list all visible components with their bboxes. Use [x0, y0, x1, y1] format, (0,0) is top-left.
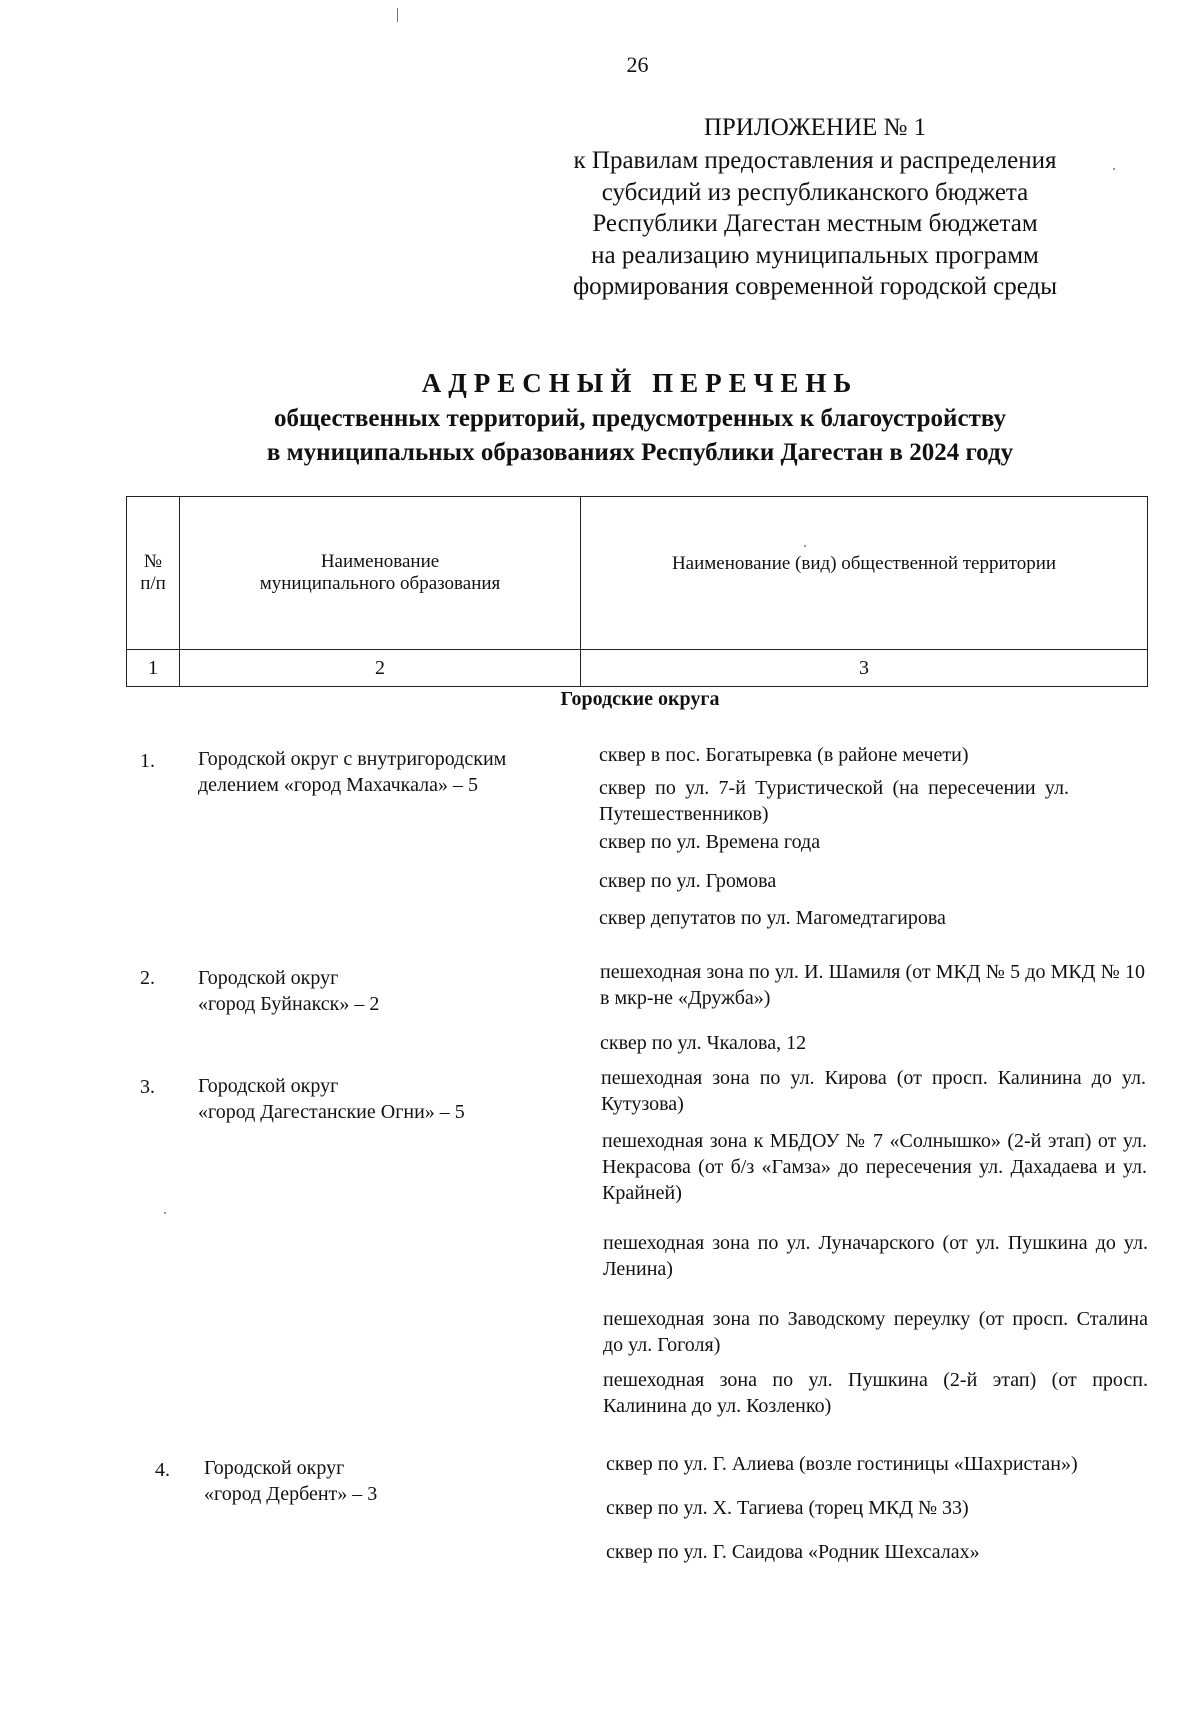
municipality-name: [198, 1073, 578, 1125]
territory-item: сквер по ул. Г. Алиева (возле гостиницы «Шахристан»): [606, 1453, 1078, 1475]
territory-item: сквер по ул. Г. Саидова «Родник Шехсалах»: [606, 1541, 980, 1563]
scan-mark: [397, 8, 398, 22]
appendix-line: на реализацию муниципальных программ: [591, 241, 1039, 269]
territory-item: пешеходная зона по ул. И. Шамиля (от МКД № 5 до МКД № 10 в мкр-не «Дружба»): [600, 961, 1145, 1009]
territory-item: сквер по ул. Времена года: [599, 831, 821, 853]
municipality-name: [198, 965, 578, 1017]
territory-item: сквер по ул. Громова: [599, 870, 777, 892]
municipality-line: «город Дербент» – 3: [204, 1483, 378, 1505]
row-number: 1.: [140, 750, 155, 772]
column-number-3: 3: [581, 650, 1148, 687]
appendix-line: к Правилам предоставления и распределения: [573, 147, 1057, 174]
appendix-line: формирования современной городской среды: [572, 273, 1057, 300]
header-col-municipality: [180, 497, 581, 650]
subtitle-line-1: общественных территорий, предусмотренных к благоустройству: [274, 405, 1006, 432]
territory-item: сквер по ул. Чкалова, 12: [600, 1032, 807, 1054]
header-col-territory: [581, 497, 1148, 650]
territory-item: сквер в пос. Богатыревка (в районе мечети): [599, 744, 969, 766]
municipality-line: Городской округ: [198, 1075, 339, 1097]
municipality-line: «город Дагестанские Огни» – 5: [198, 1101, 465, 1123]
appendix-line: субсидий из республиканского бюджета: [601, 178, 1029, 206]
header-col-territory-text: Наименование (вид) общественной территории: [671, 553, 1057, 574]
territory-item: сквер по ул. Х. Тагиева (торец МКД № 33): [606, 1497, 969, 1519]
table-header: [126, 496, 1148, 687]
municipality-name: [198, 746, 578, 798]
territory-item: сквер депутатов по ул. Магомедтагирова: [599, 907, 946, 929]
territory-item: пешеходная зона к МБДОУ № 7 «Солнышко» (2-й этап) от ул. Некрасова (от б/з «Гамза» до пересечения ул. Дахадаева и ул. Крайней): [602, 1130, 1147, 1204]
municipality-line: Городской округ с внутригородским: [198, 748, 507, 770]
header-col-municipality-line1: Наименование: [320, 551, 440, 572]
column-number-2: 2: [180, 650, 581, 687]
territory-item: пешеходная зона по ул. Луначарского (от ул. Пушкина до ул. Ленина): [603, 1232, 1148, 1280]
territory-item: пешеходная зона по ул. Пушкина (2-й этап) (от просп. Калинина до ул. Козленко): [603, 1369, 1148, 1417]
page-number: 26: [626, 52, 649, 77]
municipality-line: делением «город Махачкала» – 5: [198, 774, 479, 796]
column-number-1: 1: [127, 650, 180, 687]
territory-item: пешеходная зона по ул. Кирова (от просп. Калинина до ул. Кутузова): [601, 1067, 1146, 1115]
document-subtitle: [0, 402, 1200, 470]
municipality-line: Городской округ: [198, 967, 339, 989]
appendix-subtitle: [470, 145, 1160, 303]
section-heading: Городские округа: [560, 688, 720, 710]
header-col-municipality-line2: муниципального образования: [259, 573, 501, 594]
row-number: 2.: [140, 967, 155, 989]
scan-dot: [164, 1212, 166, 1214]
header-col-number-line1: №: [143, 551, 163, 572]
territory-item: сквер по ул. 7-й Туристической (на пересечении ул. Путешественников): [599, 777, 1069, 825]
header-col-number-line2: п/п: [140, 573, 166, 594]
municipality-line: «город Буйнакск» – 2: [198, 993, 380, 1015]
scan-dot: [804, 545, 806, 547]
row-number: 3.: [140, 1076, 155, 1098]
territory-item: пешеходная зона по Заводскому переулку (от просп. Сталина до ул. Гоголя): [603, 1308, 1148, 1356]
appendix-title: ПРИЛОЖЕНИЕ № 1: [703, 114, 927, 141]
municipality-name: [204, 1455, 584, 1507]
subtitle-line-2: в муниципальных образованиях Республики Дагестан в 2024 году: [266, 439, 1014, 466]
document-title: АДРЕСНЫЙ ПЕРЕЧЕНЬ: [421, 368, 859, 398]
appendix-line: Республики Дагестан местным бюджетам: [592, 210, 1038, 237]
scan-dot: [1113, 168, 1115, 170]
header-col-number: [127, 497, 180, 650]
row-number: 4.: [155, 1459, 170, 1481]
municipality-line: Городской округ: [204, 1457, 345, 1479]
